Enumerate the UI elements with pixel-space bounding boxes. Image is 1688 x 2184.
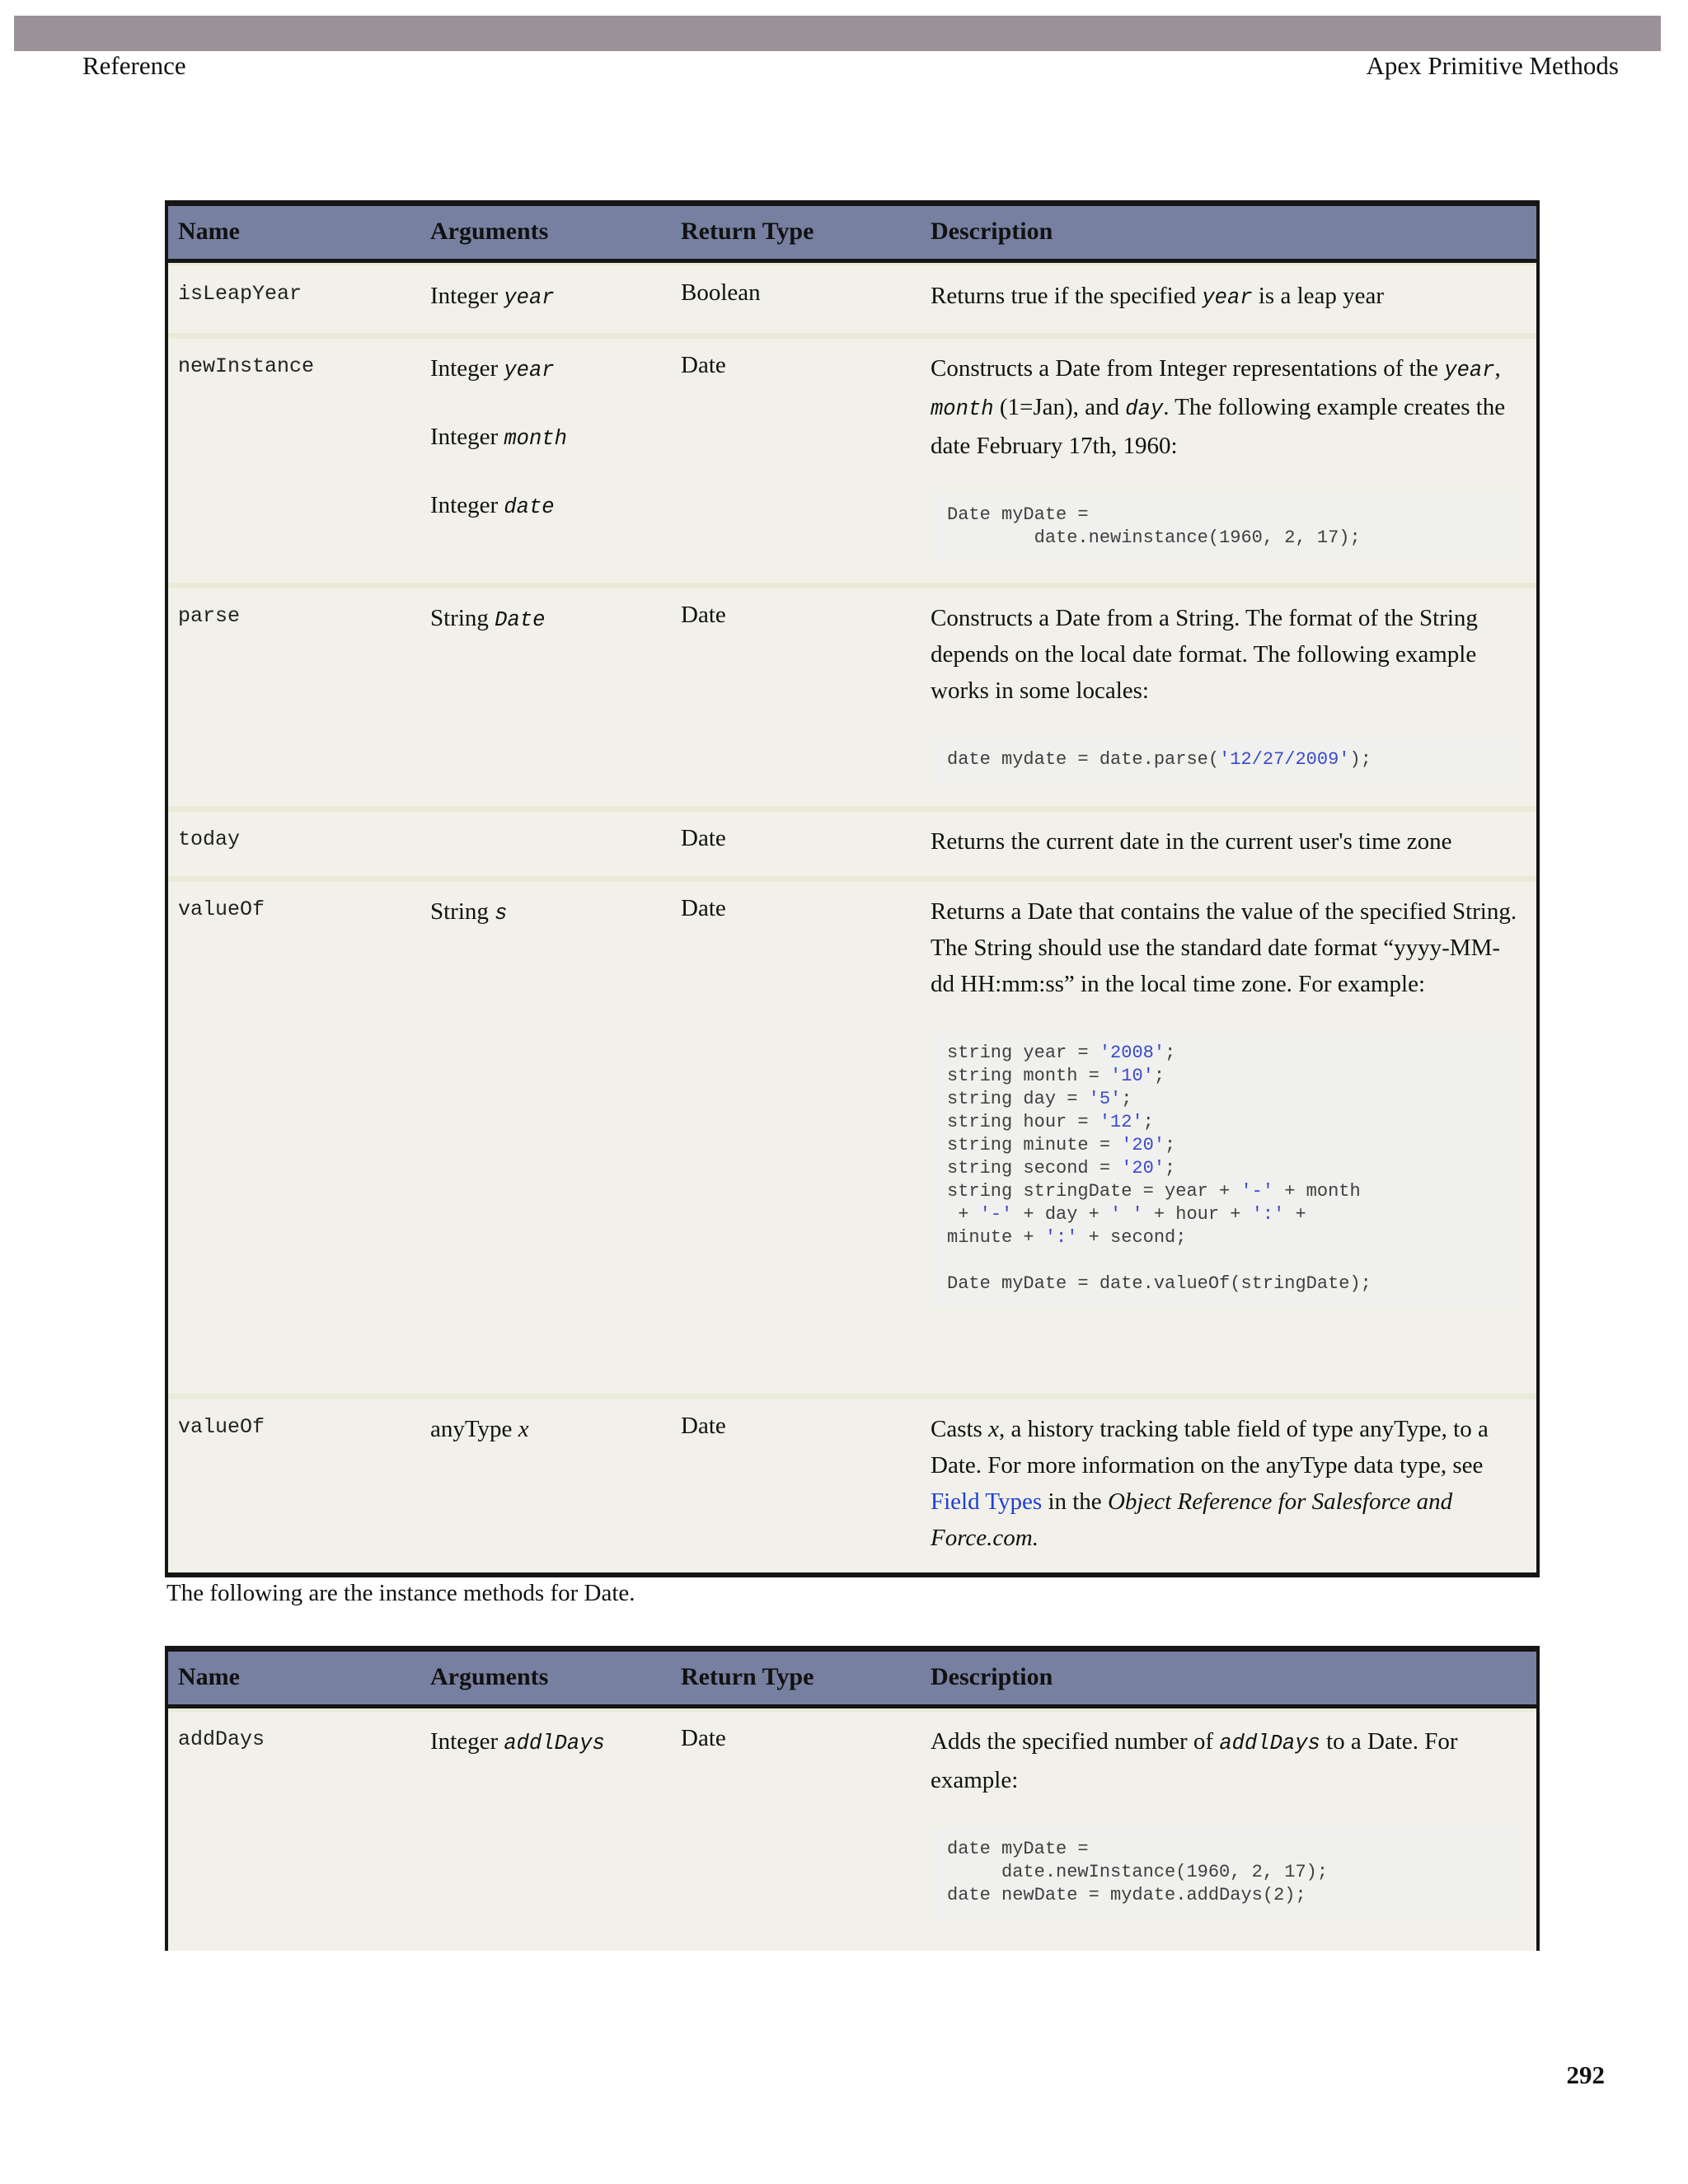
text-segment: '12/27/2009' xyxy=(1219,749,1350,770)
text-segment: string year = xyxy=(947,1043,1100,1063)
text-segment: ; xyxy=(1142,1112,1154,1132)
description-cell xyxy=(921,812,1536,876)
text-segment: ; xyxy=(1121,1089,1132,1109)
text-segment: minute + xyxy=(947,1227,1045,1248)
text-segment: Integer xyxy=(430,355,504,382)
argument xyxy=(430,600,663,639)
text-segment: Returns true if the specified xyxy=(931,283,1203,309)
text-segment: + month xyxy=(1273,1181,1361,1202)
text-segment: ':' xyxy=(1044,1227,1078,1248)
text-segment: '10' xyxy=(1110,1066,1154,1086)
text-segment: year xyxy=(1202,286,1253,310)
code-line xyxy=(947,1272,1512,1296)
arguments-cell xyxy=(420,339,671,583)
method-name: valueOf xyxy=(178,898,265,921)
argument xyxy=(430,1411,663,1447)
code-line xyxy=(947,1838,1512,1861)
text-segment: + day + xyxy=(1012,1204,1111,1225)
text-segment: anyType xyxy=(430,1416,518,1442)
description-cell xyxy=(921,339,1536,583)
arguments-cell xyxy=(420,1712,671,1951)
text-segment: s xyxy=(495,902,508,926)
code-line xyxy=(947,1111,1512,1134)
text-segment: to a Date. For example: xyxy=(931,1728,1458,1793)
column-header: Description xyxy=(931,1663,1053,1690)
table-header-row xyxy=(168,206,1536,263)
code-line xyxy=(947,1249,1512,1272)
date-static-methods-table xyxy=(165,200,1540,1577)
text-segment: date myDate = xyxy=(947,1839,1089,1859)
text-segment: ; xyxy=(1165,1158,1176,1179)
return-type: Date xyxy=(681,602,726,628)
running-header-chapter: Apex Primitive Methods xyxy=(1366,51,1619,80)
description-cell xyxy=(921,882,1536,1394)
text-segment: + xyxy=(1284,1204,1306,1225)
text-segment: year xyxy=(504,286,555,310)
text-segment: string stringDate = year + xyxy=(947,1181,1241,1202)
code-line xyxy=(947,1065,1512,1088)
text-segment: date.newInstance(1960, 2, 17); xyxy=(947,1862,1329,1882)
table-header-row xyxy=(168,1652,1536,1708)
text-segment: ); xyxy=(1349,749,1372,770)
text-segment: date xyxy=(504,495,555,519)
text-segment: Integer xyxy=(430,492,504,518)
code-line xyxy=(947,1861,1512,1884)
page-number: 292 xyxy=(1566,2060,1605,2089)
text-segment: date.newinstance(1960, 2, 17); xyxy=(947,527,1361,548)
instance-methods-intro: The following are the instance methods for Date. xyxy=(166,1580,635,1606)
text-segment: Date myDate = date.valueOf(stringDate); xyxy=(947,1273,1372,1294)
argument xyxy=(430,419,663,457)
description-paragraph xyxy=(931,1411,1523,1556)
text-segment: addlDays xyxy=(504,1732,605,1755)
description-cell xyxy=(921,1399,1536,1572)
arguments-cell xyxy=(420,588,671,806)
text-segment: '-' xyxy=(1240,1181,1274,1202)
running-header-section: Reference xyxy=(82,51,186,80)
code-line xyxy=(947,748,1512,771)
text-segment: Integer xyxy=(430,424,504,450)
text-segment: year xyxy=(1444,359,1495,382)
return-type: Date xyxy=(681,1725,726,1751)
column-header: Name xyxy=(178,1663,240,1690)
text-segment: ':' xyxy=(1251,1204,1285,1225)
text-segment: (1=Jan), and xyxy=(993,394,1126,420)
method-name: parse xyxy=(178,604,241,628)
table-row xyxy=(168,806,1536,876)
text-segment: Integer xyxy=(430,1728,504,1755)
code-sample xyxy=(932,494,1520,561)
description-paragraph xyxy=(931,350,1523,464)
text-segment: string month = xyxy=(947,1066,1111,1086)
argument xyxy=(430,893,663,932)
code-sample xyxy=(932,1828,1520,1919)
text-segment: is a leap year xyxy=(1252,283,1385,309)
code-line xyxy=(947,1884,1512,1907)
text-segment: '20' xyxy=(1121,1158,1165,1179)
text-segment: ; xyxy=(1165,1043,1176,1063)
text-segment: string hour = xyxy=(947,1112,1100,1132)
text-segment: Returns a Date that contains the value of the specified String. The String should use the standard date format “yyyy-MM-dd HH:mm:ss” in the local time zone. For example: xyxy=(931,898,1517,997)
return-type: Date xyxy=(681,1413,726,1439)
description-cell xyxy=(921,1712,1536,1951)
argument xyxy=(430,1723,663,1762)
text-segment: ; xyxy=(1165,1135,1176,1155)
text-segment: day xyxy=(1125,397,1164,421)
arguments-cell xyxy=(420,812,671,876)
argument xyxy=(430,487,663,526)
description-paragraph xyxy=(931,1723,1523,1798)
text-segment: + xyxy=(947,1204,980,1225)
code-line xyxy=(947,1088,1512,1111)
table-row xyxy=(168,876,1536,1394)
text-segment: Date myDate = xyxy=(947,504,1089,525)
text-segment: '5' xyxy=(1088,1089,1122,1109)
argument xyxy=(430,278,663,316)
code-line xyxy=(947,1180,1512,1203)
return-type: Date xyxy=(681,895,726,921)
arguments-cell xyxy=(420,882,671,1394)
code-line xyxy=(947,1226,1512,1249)
running-header xyxy=(82,51,1619,81)
inline-link[interactable]: Field Types xyxy=(931,1488,1043,1515)
text-segment: Constructs a Date from Integer representations of the xyxy=(931,355,1445,382)
text-segment: + second; xyxy=(1077,1227,1187,1248)
method-name: valueOf xyxy=(178,1415,265,1439)
arguments-cell xyxy=(420,1399,671,1572)
return-type: Date xyxy=(681,825,726,851)
text-segment: String xyxy=(430,898,495,925)
column-header: Description xyxy=(931,218,1053,245)
column-header: Return Type xyxy=(681,1663,814,1690)
text-segment: '-' xyxy=(979,1204,1013,1225)
text-segment: , a history tracking table field of type anyType, to a Date. For more information on the anyType data type, see xyxy=(931,1416,1489,1479)
code-line xyxy=(947,1042,1512,1065)
text-segment: string minute = xyxy=(947,1135,1122,1155)
code-line xyxy=(947,1203,1512,1226)
text-segment: year xyxy=(504,359,555,382)
description-paragraph xyxy=(931,600,1523,709)
text-segment: '2008' xyxy=(1099,1043,1165,1063)
text-segment: string day = xyxy=(947,1089,1089,1109)
text-segment: . The following example creates the date February 17th, 1960: xyxy=(931,394,1506,459)
method-name: isLeapYear xyxy=(178,282,302,306)
text-segment: Casts xyxy=(931,1416,989,1442)
text-segment: month xyxy=(504,427,567,451)
table-row xyxy=(168,583,1536,806)
description-cell xyxy=(921,588,1536,806)
code-sample xyxy=(932,1032,1520,1307)
text-segment: ; xyxy=(1153,1066,1165,1086)
arguments-cell xyxy=(420,266,671,333)
text-segment: Returns the current date in the current user's time zone xyxy=(931,828,1452,855)
text-segment: x xyxy=(518,1416,529,1442)
text-segment: Object Reference for Salesforce and Force.com. xyxy=(931,1488,1453,1551)
text-segment: addlDays xyxy=(1219,1732,1320,1755)
text-segment: Constructs a Date from a String. The format of the String depends on the local date format. The following example works in some locales: xyxy=(931,605,1478,704)
text-segment: , xyxy=(1494,355,1501,382)
column-header: Arguments xyxy=(430,218,549,245)
table-row xyxy=(168,263,1536,333)
return-type: Date xyxy=(681,352,726,378)
top-decoration-bar xyxy=(14,16,1661,51)
code-line xyxy=(947,504,1512,527)
text-segment: date newDate = mydate.addDays(2); xyxy=(947,1885,1306,1905)
column-header: Arguments xyxy=(430,1663,549,1690)
description-paragraph xyxy=(931,278,1523,316)
description-cell xyxy=(921,266,1536,333)
return-type: Boolean xyxy=(681,279,761,306)
method-name: newInstance xyxy=(178,354,315,378)
text-segment: '20' xyxy=(1121,1135,1165,1155)
method-name: addDays xyxy=(178,1727,265,1751)
method-name: today xyxy=(178,827,241,851)
text-segment: '12' xyxy=(1099,1112,1143,1132)
text-segment: String xyxy=(430,605,495,631)
table-row xyxy=(168,1708,1536,1951)
text-segment: Date xyxy=(495,608,546,632)
text-segment: Integer xyxy=(430,283,504,309)
text-segment: month xyxy=(931,397,994,421)
code-sample xyxy=(932,738,1520,783)
table-row xyxy=(168,1394,1536,1572)
argument xyxy=(430,350,663,389)
date-instance-methods-table xyxy=(165,1646,1540,1951)
column-header: Return Type xyxy=(681,218,814,245)
column-header: Name xyxy=(178,218,240,245)
table-row xyxy=(168,333,1536,583)
text-segment: Adds the specified number of xyxy=(931,1728,1220,1755)
text-segment: string second = xyxy=(947,1158,1122,1179)
code-line xyxy=(947,527,1512,550)
description-paragraph xyxy=(931,823,1523,860)
text-segment: ' ' xyxy=(1110,1204,1143,1225)
text-segment: in the xyxy=(1042,1488,1108,1515)
code-line xyxy=(947,1157,1512,1180)
text-segment: date mydate = date.parse( xyxy=(947,749,1220,770)
description-paragraph xyxy=(931,893,1523,1002)
text-segment: + hour + xyxy=(1142,1204,1252,1225)
text-segment: x xyxy=(988,1416,999,1442)
code-line xyxy=(947,1134,1512,1157)
